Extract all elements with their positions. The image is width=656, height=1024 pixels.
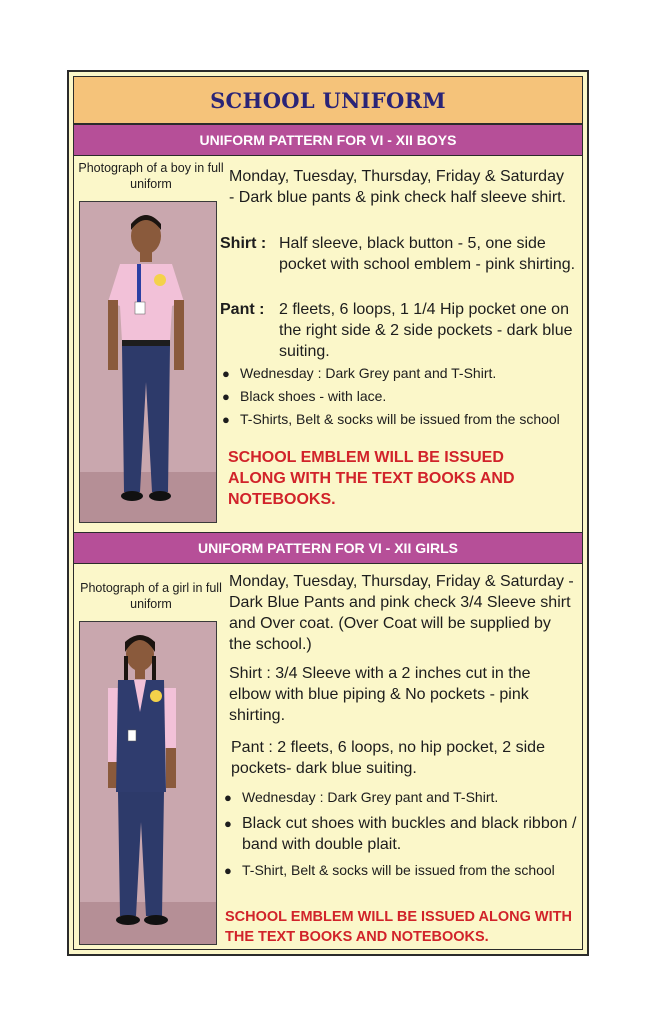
bullet-icon: ● <box>224 863 232 878</box>
girls-pant-text: Pant : 2 fleets, 6 loops, no hip pocket, 2 side pockets- dark blue suiting. <box>231 739 545 777</box>
girls-header-label: UNIFORM PATTERN FOR VI - XII GIRLS <box>197 540 459 556</box>
boys-bullet-1: Wednesday : Dark Grey pant and T-Shirt. <box>240 365 497 381</box>
girls-notice: SCHOOL EMBLEM WILL BE ISSUED ALONG WITH THE TEXT BOOKS AND NOTEBOOKS. <box>225 909 572 945</box>
girls-photo-caption: Photograph of a girl in full uniform <box>80 581 222 611</box>
girls-section-header <box>74 532 582 564</box>
boys-notice: SCHOOL EMBLEM WILL BE ISSUED ALONG WITH THE TEXT BOOKS AND NOTEBOOKS. <box>228 449 515 508</box>
uniform-card <box>67 70 589 956</box>
boys-bullet-2: Black shoes - with lace. <box>240 388 387 404</box>
bullet-icon: ● <box>222 389 230 404</box>
boys-header-label: UNIFORM PATTERN FOR VI - XII BOYS <box>199 132 457 148</box>
boys-intro: Monday, Tuesday, Thursday, Friday & Saturday - Dark blue pants & pink check half sleeve shirt. <box>229 168 567 206</box>
card-inner <box>73 76 583 950</box>
girls-shirt-text: Shirt : 3/4 Sleeve with a 2 inches cut in the elbow with blue piping & No pockets - pink shirting. <box>229 665 531 724</box>
list-item <box>222 410 572 429</box>
boys-shirt-row <box>220 233 580 275</box>
boys-bullet-list <box>222 364 572 429</box>
girl-photo <box>79 621 217 945</box>
boys-photo-caption: Photograph of a boy in full uniform <box>78 161 224 191</box>
boys-pant-row <box>220 299 582 362</box>
list-item <box>222 364 572 383</box>
list-item <box>222 387 572 406</box>
girls-bullet-3: T-Shirt, Belt & socks will be issued from the school <box>242 862 555 878</box>
boys-shirt-label: Shirt : <box>220 235 267 252</box>
list-item <box>224 788 579 807</box>
list-item <box>224 861 579 880</box>
boys-pant-label: Pant : <box>220 301 265 318</box>
bullet-icon: ● <box>224 790 232 805</box>
boys-bullet-3: T-Shirts, Belt & socks will be issued from the school <box>240 411 560 427</box>
bullet-icon: ● <box>224 816 232 831</box>
boys-section-header <box>74 124 582 156</box>
list-item <box>224 813 579 855</box>
girls-bullet-list <box>224 788 579 880</box>
bullet-icon: ● <box>222 366 230 381</box>
title-bar <box>74 77 582 124</box>
boy-figure-image <box>80 202 216 522</box>
girls-intro: Monday, Tuesday, Thursday, Friday & Saturday - Dark Blue Pants and pink check 3/4 Sleeve shirt and Over coat. (Over Coat will be supplied by the school.) <box>229 573 574 653</box>
girls-bullet-2: Black cut shoes with buckles and black ribbon / band with double plait. <box>242 815 577 853</box>
boy-photo <box>79 201 217 523</box>
bullet-icon: ● <box>222 412 230 427</box>
boys-pant-text: 2 fleets, 6 loops, 1 1/4 Hip pocket one on the right side & 2 side pockets - dark blue suiting. <box>279 301 573 360</box>
girl-figure-image <box>80 622 216 944</box>
page-title: SCHOOL UNIFORM <box>210 87 446 113</box>
boys-shirt-text: Half sleeve, black button - 5, one side pocket with school emblem - pink shirting. <box>279 235 576 273</box>
girls-bullet-1: Wednesday : Dark Grey pant and T-Shirt. <box>242 789 499 805</box>
